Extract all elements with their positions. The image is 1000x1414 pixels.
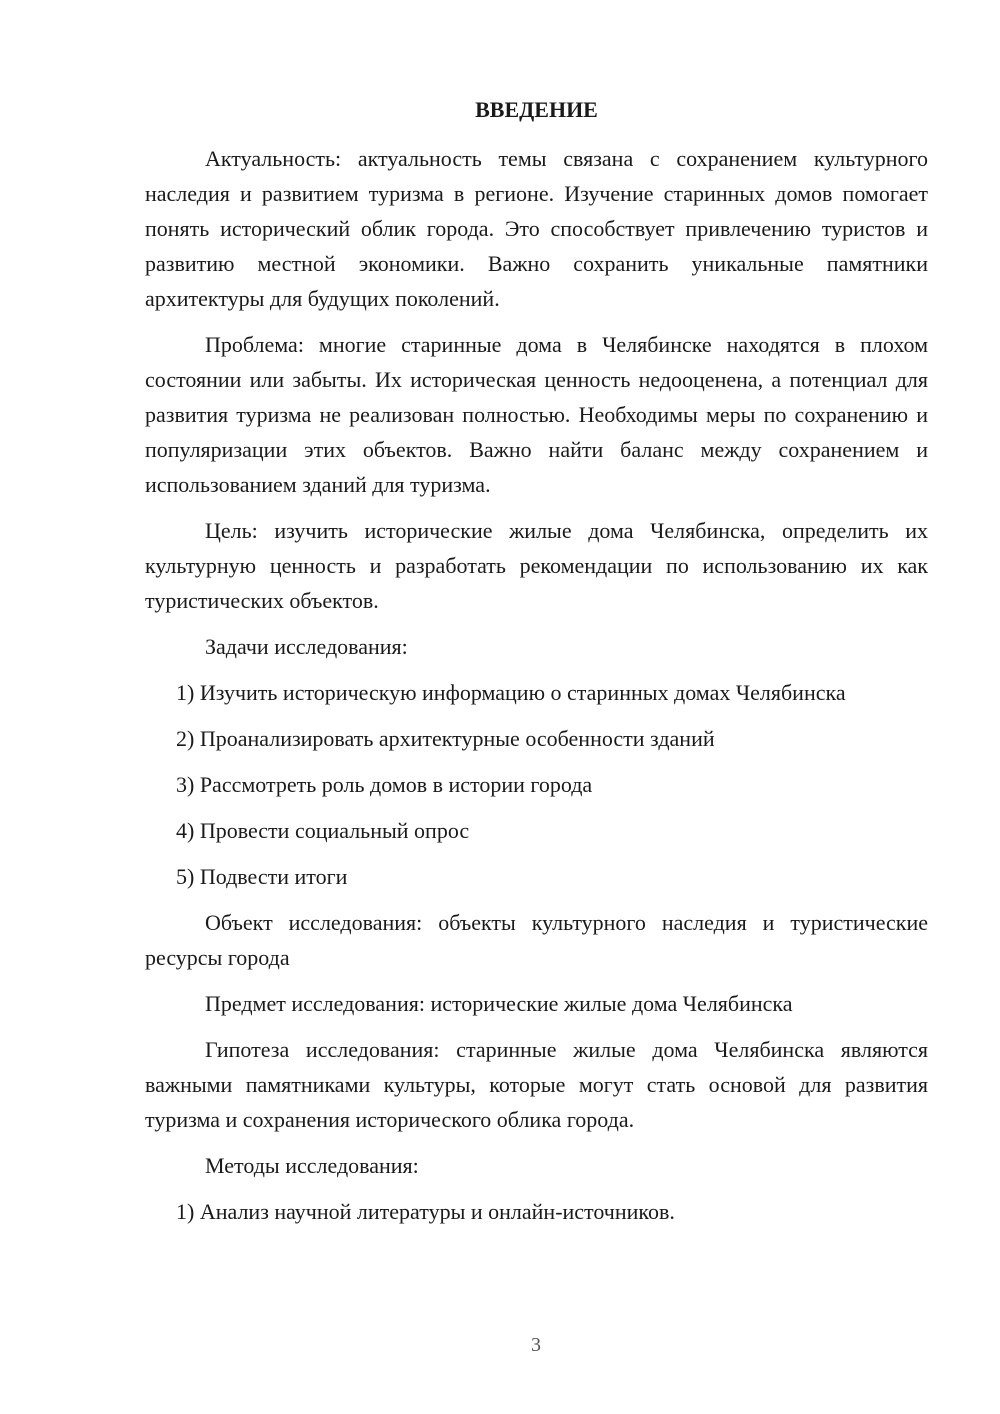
document-body	[145, 95, 928, 1229]
task-item-3: 3) Рассмотреть роль домов в истории города	[176, 772, 593, 797]
hypothesis-paragraph: Гипотеза исследования: старинные жилые дома Челябинска являются важными памятниками культуры, которые могут стать основой для развития туризма и сохранения исторического облика города.	[145, 1037, 928, 1132]
problem-paragraph: Проблема: многие старинные дома в Челябинске находятся в плохом состоянии или забыты. Их историческая ценность недооценена, а потенциал для развития туризма не реализован полностью. Необходимы меры по сохранению и популяризации этих объектов. Важно найти баланс между сохранением и использованием зданий для туризма.	[145, 332, 928, 497]
task-item-5: 5) Подвести итоги	[176, 864, 348, 889]
goal-paragraph: Цель: изучить исторические жилые дома Челябинска, определить их культурную ценность и разработать рекомендации по использованию их как туристических объектов.	[145, 518, 928, 613]
task-item-1: 1) Изучить историческую информацию о старинных домах Челябинска	[176, 680, 846, 705]
method-item-1: 1) Анализ научной литературы и онлайн-источников.	[176, 1199, 675, 1224]
tasks-heading: Задачи исследования:	[205, 634, 408, 659]
relevance-paragraph: Актуальность: актуальность темы связана с сохранением культурного наследия и развитием туризма в регионе. Изучение старинных домов помогает понять исторический облик города. Это способствует привлечению туристов и развитию местной экономики. Важно сохранить уникальные памятники архитектуры для будущих поколений.	[145, 146, 928, 311]
subject-paragraph: Предмет исследования: исторические жилые дома Челябинска	[205, 991, 793, 1016]
page-number: 3	[531, 1334, 541, 1356]
task-item-4: 4) Провести социальный опрос	[176, 818, 470, 843]
object-paragraph: Объект исследования: объекты культурного наследия и туристические ресурсы города	[145, 910, 928, 970]
section-heading: ВВЕДЕНИЕ	[475, 97, 598, 122]
task-item-2: 2) Проанализировать архитектурные особенности зданий	[176, 726, 715, 751]
methods-heading: Методы исследования:	[205, 1153, 419, 1178]
